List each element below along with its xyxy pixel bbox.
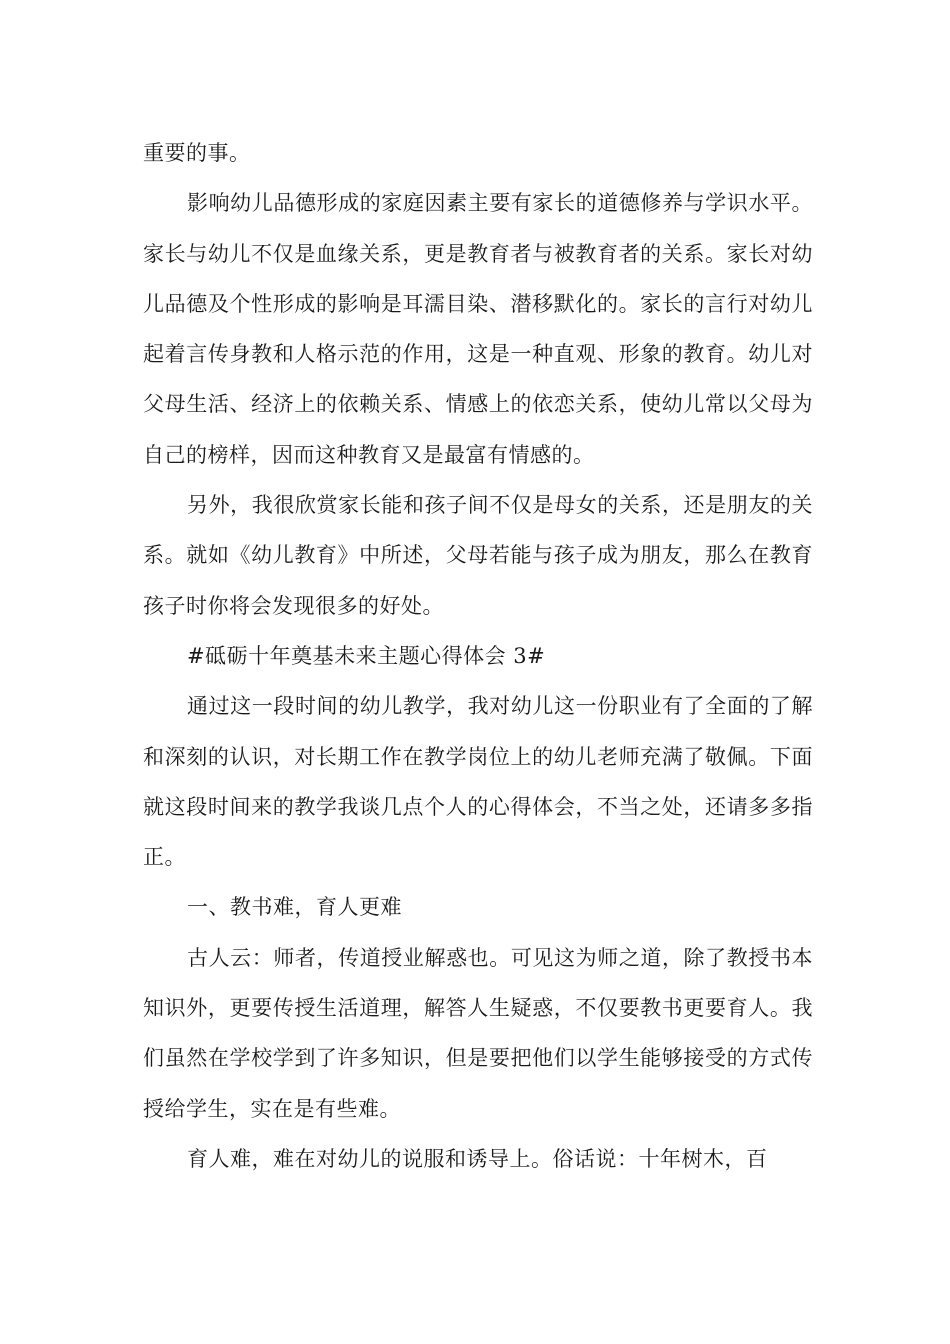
paragraph-teaching-experience: 通过这一段时间的幼儿教学，我对幼儿这一份职业有了全面的了解和深刻的认识，对长期工作在教学岗位上的幼儿老师充满了敬佩。下面就这段时间来的教学我谈几点个人的心得体会，不当之处，还请多多指正。 <box>143 694 813 870</box>
section-heading: #砥砺十年奠基未来主题心得体会 3# <box>187 643 546 668</box>
paragraph-continuation: 重要的事。 <box>143 141 251 165</box>
subheading-teaching-hard: 一、教书难，育人更难 <box>187 895 402 920</box>
paragraph-parent-friends: 另外，我很欣赏家长能和孩子间不仅是母女的关系，还是朋友的关系。就如《幼儿教育》中所述，父母若能与孩子成为朋友，那么在教育孩子时你将会发现很多的好处。 <box>143 493 813 618</box>
paragraph-ancient-saying: 古人云：师者，传道授业解惑也。可见这为师之道，除了教授书本知识外，更要传授生活道理，解答人生疑惑，不仅要教书更要育人。我们虽然在学校学到了许多知识，但是要把他们以学生能够接受的方式传授给学生，实在是有些难。 <box>143 945 813 1121</box>
paragraph-educating-hard: 育人难，难在对幼儿的说服和诱导上。俗话说：十年树木，百 <box>187 1146 768 1171</box>
document-body <box>143 128 813 1184</box>
paragraph-family-factors: 影响幼儿品德形成的家庭因素主要有家长的道德修养与学识水平。家长与幼儿不仅是血缘关系，更是教育者与被教育者的关系。家长对幼儿品德及个性形成的影响是耳濡目染、潜移默化的。家长的言行对幼儿起着言传身教和人格示范的作用，这是一种直观、形象的教育。幼儿对父母生活、经济上的依赖关系、情感上的依恋关系，使幼儿常以父母为自己的榜样，因而这种教育又是最富有情感的。 <box>143 191 813 467</box>
